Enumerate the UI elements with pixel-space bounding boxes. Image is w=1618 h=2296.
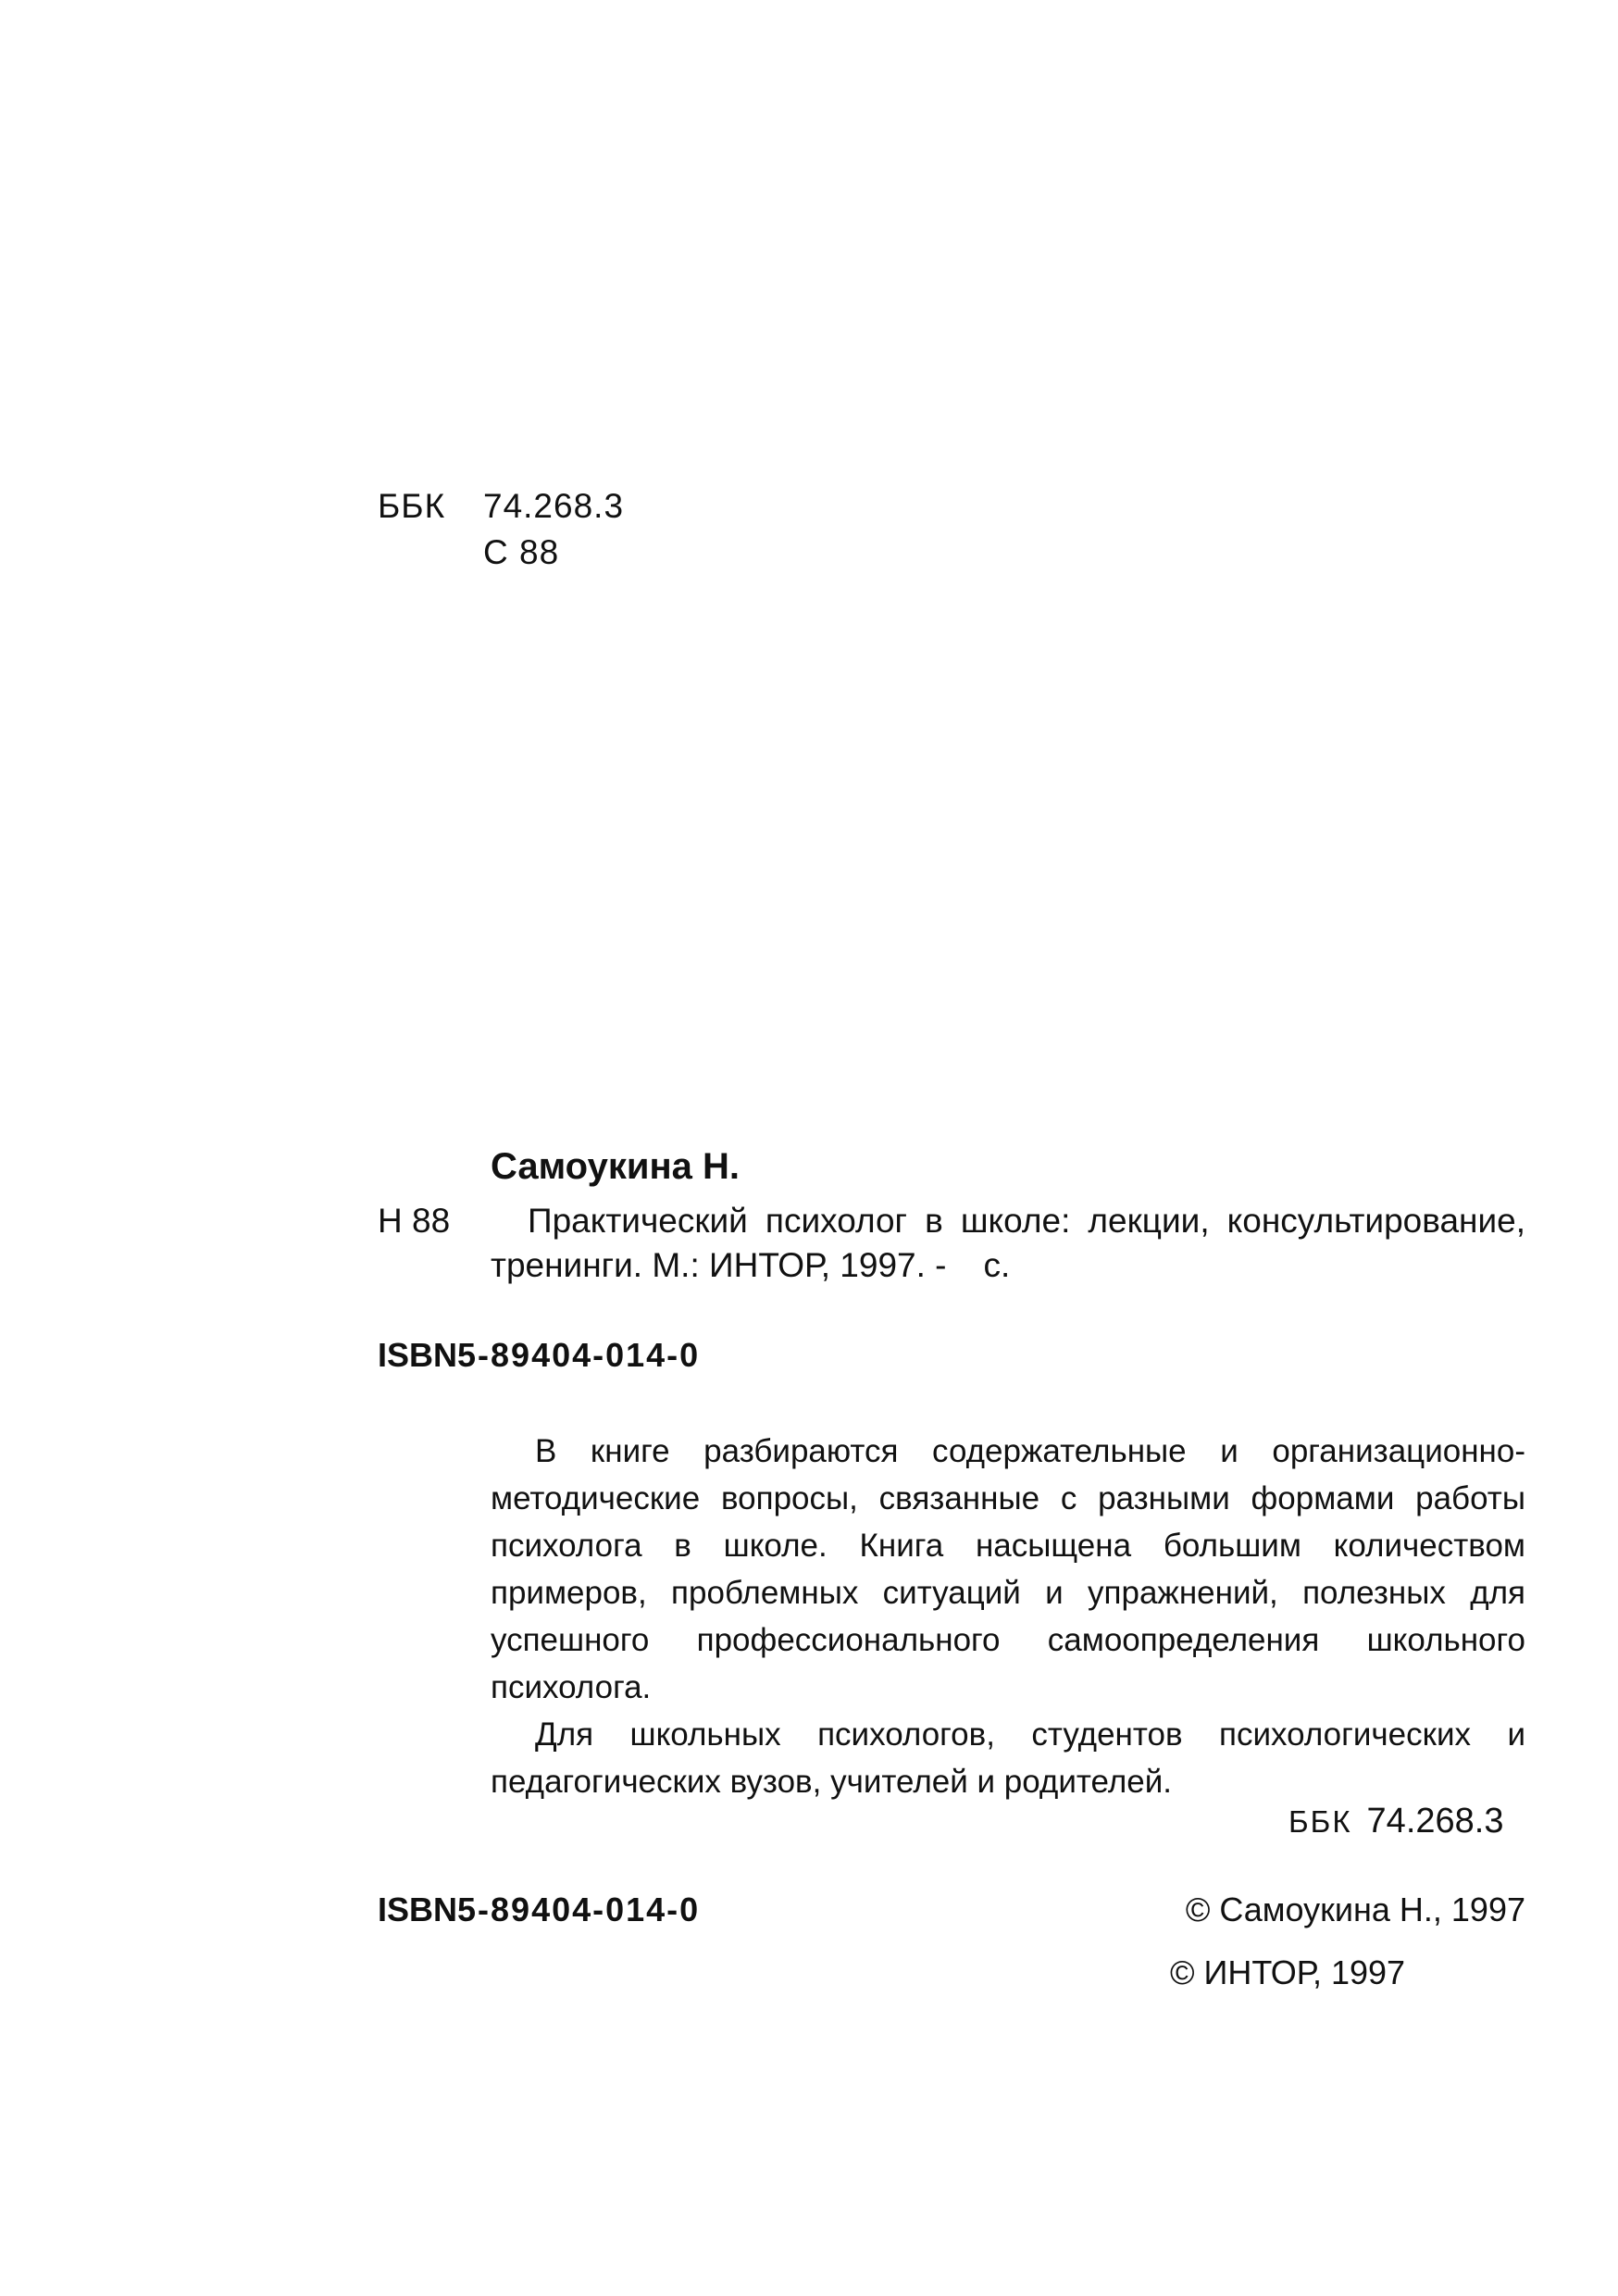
isbn-label-secondary: ISBN [378, 1890, 458, 1928]
author-name: Самоукина Н. [491, 1146, 740, 1187]
title-line-2 [491, 1246, 1010, 1285]
cutter-mark: Н 88 [378, 1202, 451, 1240]
isbn-number-secondary: 5-89404-014-0 [457, 1890, 701, 1928]
isbn-number: 5-89404-014-0 [457, 1336, 701, 1374]
isbn-secondary [378, 1890, 700, 1929]
annotation-paragraph-2: Для школьных психологов, студентов психологических и педагогических вузов, учителей и родителей. [491, 1716, 1525, 1800]
copyright-publisher: © ИНТОР, 1997 [1170, 1953, 1406, 1991]
annotation-paragraph-1: В книге разбираются содержательные и организационно-методические вопросы, связанные с разными формами работы психолога в школе. Книга насыщена большим количеством примеров, проблемных ситуаций и упражнений, полезных для успешного профессионального самоопределения школьного психолога. [491, 1433, 1525, 1705]
bbk-code-bottom: 74.268.3 [1366, 1802, 1504, 1841]
pages-abbrev: с. [983, 1246, 1011, 1284]
bbk-label-bottom: ББК [1288, 1804, 1352, 1839]
isbn-primary [378, 1336, 700, 1375]
copyright-author: © Самоукина Н., 1997 [1185, 1890, 1525, 1928]
isbn-label: ISBN [378, 1336, 458, 1374]
annotation [491, 1428, 1525, 1805]
author-mark-top: С 88 [483, 533, 560, 571]
title-line-1: Практический психолог в школе: лекции, консультирование, [528, 1202, 1525, 1240]
bbk-label-top: ББК [378, 487, 446, 525]
publication-info: тренинги. М.: ИНТОР, 1997. - [491, 1246, 947, 1284]
bbk-bottom [1288, 1802, 1503, 1841]
bbk-code-top: 74.268.3 [483, 487, 625, 525]
